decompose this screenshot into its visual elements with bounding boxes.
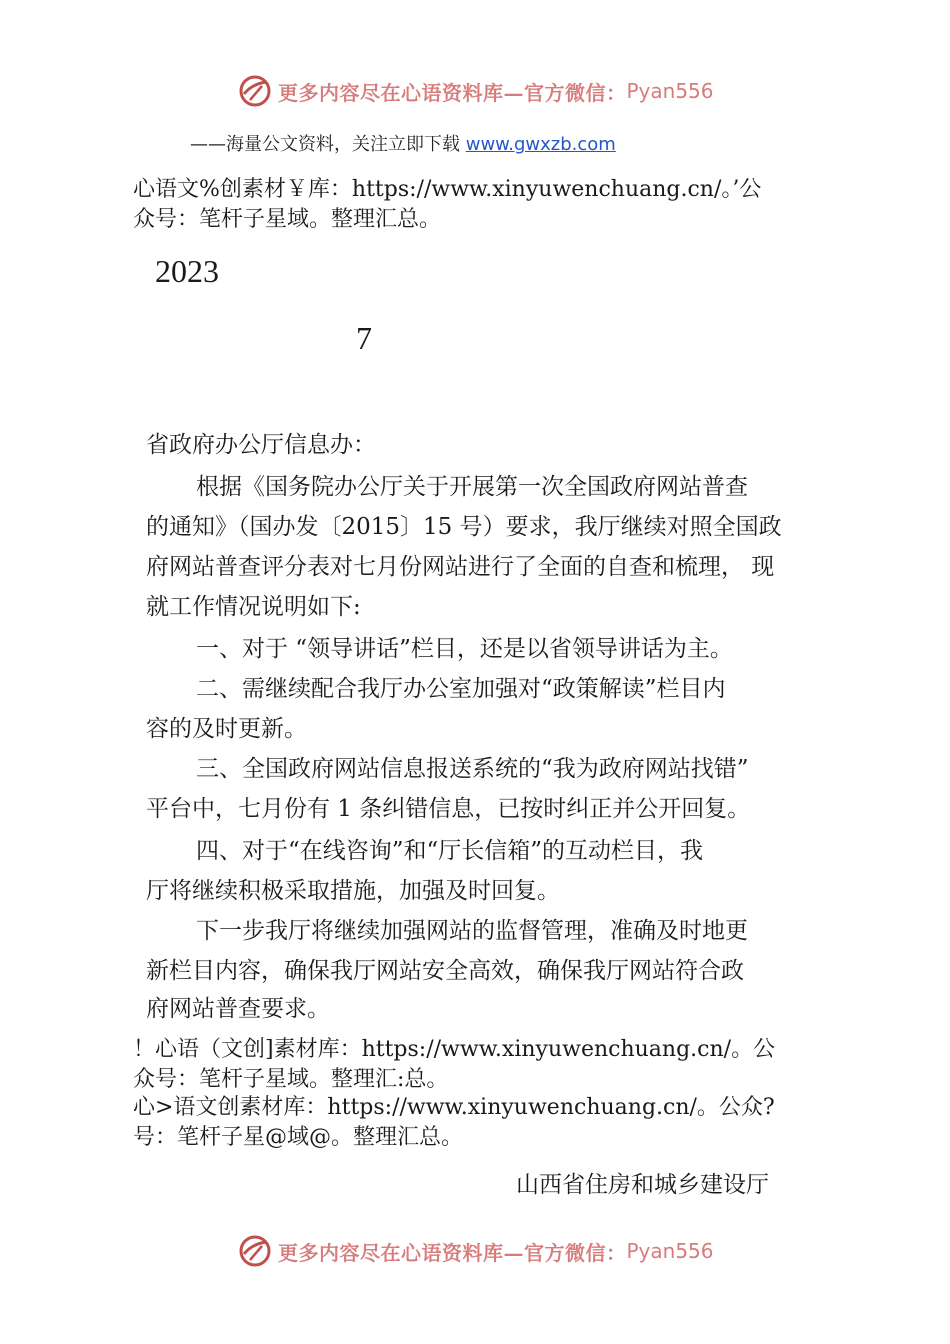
watermark-line: 号：笔杆子星@域@。整理汇总。	[133, 1125, 464, 1150]
brush-logo-icon	[238, 74, 272, 108]
banner-wechat-id: Pyan556	[626, 79, 714, 103]
paragraph-line: 平台中，七月份有 1 条纠错信息，已按时纠正并公开回复。	[146, 796, 751, 822]
paragraph-line: 厅将继续积极采取措施，加强及时回复。	[146, 878, 560, 904]
paragraph-line: 的通知》（国办发〔2015〕15 号）要求，我厅继续对照全国政	[146, 514, 782, 540]
paragraph-line: 下一步我厅将继续加强网站的监督管理，准确及时地更	[196, 918, 748, 944]
brush-logo-icon	[238, 1234, 272, 1268]
salutation: 省政府办公厅信息办：	[146, 432, 376, 458]
paragraph-line: 三、全国政府网站信息报送系统的“我为政府网站找错”	[196, 756, 749, 782]
sub-banner	[190, 130, 616, 156]
banner-text: 更多内容尽在心语资料库—官方微信：	[278, 1240, 627, 1265]
download-link[interactable]: www.gwxzb.com	[465, 134, 616, 155]
banner-text: 更多内容尽在心语资料库—官方微信：	[278, 80, 627, 105]
top-banner	[238, 74, 714, 108]
paragraph-line: 就工作情况说明如下:	[146, 594, 361, 620]
month: 7	[356, 320, 372, 356]
footer-banner	[238, 1234, 714, 1268]
paragraph-line: 根据《国务院办公厅关于开展第一次全国政府网站普查	[196, 474, 748, 500]
paragraph-line: 容的及时更新。	[146, 716, 307, 742]
year: 2023	[155, 253, 219, 289]
paragraph-line: 二、需继续配合我厅办公室加强对“政策解读”栏目内	[196, 676, 726, 702]
paragraph-line: 府网站普查评分表对七月份网站进行了全面的自查和梳理， 现	[146, 554, 775, 580]
watermark-line: 众号：笔杆子星域。整理汇总。	[133, 207, 442, 232]
watermark-line: ！心语（文创]素材库：https://www.xinyuwenchuang.cn/。公	[133, 1037, 776, 1062]
paragraph-line: 府网站普查要求。	[146, 996, 330, 1022]
banner-wechat-id: Pyan556	[626, 1239, 714, 1263]
paragraph-line: 一、对于 “领导讲话”栏目，还是以省领导讲话为主。	[196, 636, 733, 662]
watermark-line: 心>语文创素材库：https://www.xinyuwenchuang.cn/。公众?	[133, 1095, 775, 1120]
paragraph-line: 四、对于“在线咨询”和“厅长信箱”的互动栏目，我	[196, 838, 704, 864]
paragraph-line: 新栏目内容，确保我厅网站安全高效，确保我厅网站符合政	[146, 958, 744, 984]
signature: 山西省住房和城乡建设厅	[516, 1172, 769, 1198]
sub-banner-text: ——海量公文资料，关注立即下载	[190, 134, 460, 155]
watermark-line: 众号：笔杆子星域。整理汇:总。	[133, 1067, 449, 1092]
watermark-line: 心语文%创素材￥库：https://www.xinyuwenchuang.cn/。’公	[133, 177, 762, 202]
